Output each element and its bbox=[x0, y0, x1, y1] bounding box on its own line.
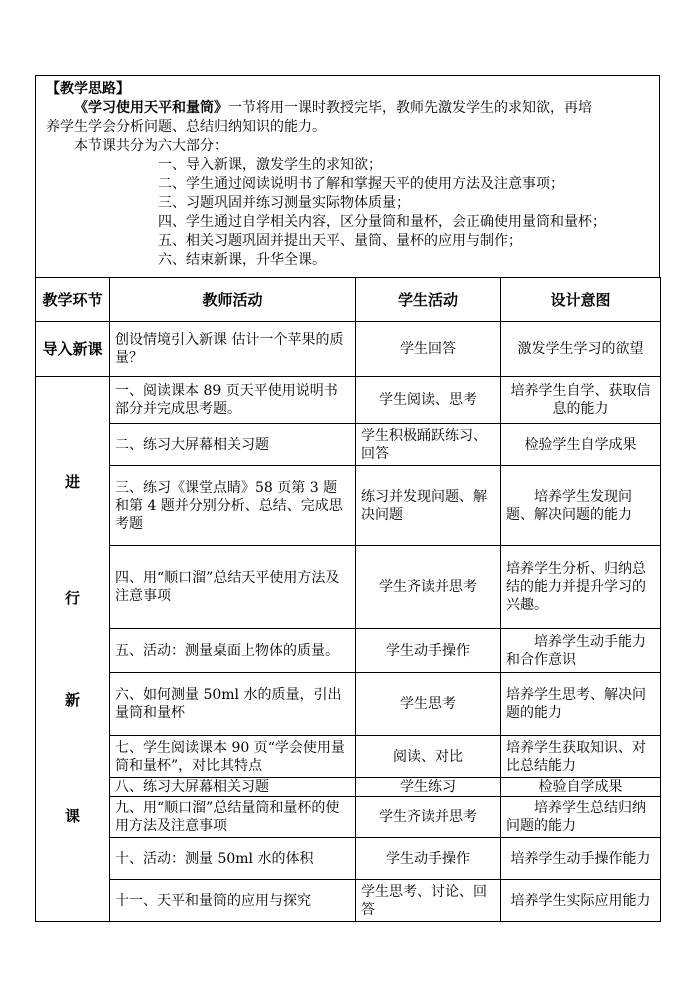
stage-main bbox=[36, 377, 110, 922]
design-purpose: 激发学生学习的欲望 bbox=[501, 322, 661, 377]
stage-main-char: 新 bbox=[64, 691, 80, 709]
stage-main-char: 行 bbox=[64, 589, 80, 607]
teacher-activity: 九、用“顺口溜”总结量筒和量杯的使用方法及注意事项 bbox=[110, 797, 356, 838]
teacher-activity: 五、活动：测量桌面上物体的质量。 bbox=[110, 629, 356, 673]
header-student: 学生活动 bbox=[356, 278, 501, 322]
student-activity: 练习并发现问题、解决问题 bbox=[356, 466, 501, 546]
table-row bbox=[36, 546, 661, 629]
teacher-activity: 二、练习大屏幕相关习题 bbox=[110, 424, 356, 466]
part-item: 一、导入新课，激发学生的求知欲； bbox=[158, 157, 382, 173]
teacher-activity: 七、学生阅读课本 90 页“学会使用量筒和量杯”，对比其特点 bbox=[110, 736, 356, 778]
design-purpose: 培养学生动手操作能力 bbox=[501, 838, 661, 880]
teacher-activity: 八、练习大屏幕相关习题 bbox=[110, 778, 356, 797]
student-activity: 学生思考、讨论、回答 bbox=[356, 880, 501, 922]
design-purpose: 培养学生获取知识、对比总结能力 bbox=[501, 736, 661, 778]
student-activity: 学生齐读并思考 bbox=[356, 797, 501, 838]
part-item: 二、学生通过阅读说明书了解和掌握天平的使用方法及注意事项； bbox=[158, 176, 564, 192]
teacher-activity: 十一、天平和量筒的应用与探究 bbox=[110, 880, 356, 922]
stage-intro: 导入新课 bbox=[36, 322, 110, 377]
part-item: 五、相关习题巩固并提出天平、量筒、量杯的应用与制作； bbox=[158, 233, 522, 249]
header-purpose: 设计意图 bbox=[501, 278, 661, 322]
table-row bbox=[36, 778, 661, 797]
design-purpose: 培养学生动手能力和合作意识 bbox=[501, 629, 661, 673]
teaching-approach-section bbox=[35, 75, 660, 277]
design-purpose: 检验学生自学成果 bbox=[501, 424, 661, 466]
table-row bbox=[36, 838, 661, 880]
header-teacher: 教师活动 bbox=[110, 278, 356, 322]
table-row bbox=[36, 424, 661, 466]
teacher-activity: 创设情境引入新课 估计一个苹果的质量？ bbox=[110, 322, 356, 377]
intro-paragraph-line-2: 养学生学会分析问题、总结归纳知识的能力。 bbox=[46, 119, 326, 135]
design-purpose: 培养学生发现问题、解决问题的能力 bbox=[501, 466, 661, 546]
table-row bbox=[36, 629, 661, 673]
student-activity: 阅读、对比 bbox=[356, 736, 501, 778]
student-activity: 学生动手操作 bbox=[356, 629, 501, 673]
part-item: 四、学生通过自学相关内容，区分量筒和量杯，会正确使用量筒和量杯； bbox=[158, 214, 606, 230]
lesson-title: 《学习使用天平和量筒》 bbox=[74, 100, 228, 116]
table-row bbox=[36, 673, 661, 736]
table-row bbox=[36, 322, 661, 377]
teacher-activity: 一、阅读课本 89 页天平使用说明书部分并完成思考题。 bbox=[110, 377, 356, 424]
stage-main-char: 进 bbox=[64, 473, 80, 491]
student-activity: 学生齐读并思考 bbox=[356, 546, 501, 629]
header-stage: 教学环节 bbox=[36, 278, 110, 322]
table-row bbox=[36, 880, 661, 922]
student-activity: 学生积极踊跃练习、回答 bbox=[356, 424, 501, 466]
design-purpose: 培养学生自学、获取信息的能力 bbox=[501, 377, 661, 424]
intro-paragraph-line-1 bbox=[74, 99, 592, 118]
section-heading: 【教学思路】 bbox=[46, 81, 130, 97]
stage-main-char: 课 bbox=[64, 807, 80, 825]
teacher-activity: 四、用“顺口溜”总结天平使用方法及注意事项 bbox=[110, 546, 356, 629]
table-row bbox=[36, 377, 661, 424]
teacher-activity: 三、练习《课堂点睛》58 页第 3 题和第 4 题并分别分析、总结、完成思考题 bbox=[110, 466, 356, 546]
lesson-plan-table bbox=[35, 277, 661, 922]
student-activity: 学生回答 bbox=[356, 322, 501, 377]
table-header-row bbox=[36, 278, 661, 322]
design-purpose: 培养学生思考、解决问题的能力 bbox=[501, 673, 661, 736]
design-purpose: 检验自学成果 bbox=[501, 778, 661, 797]
intro-paragraph-text: 一节将用一课时教授完毕，教师先激发学生的求知欲，再培 bbox=[228, 100, 592, 116]
student-activity: 学生阅读、思考 bbox=[356, 377, 501, 424]
teacher-activity: 十、活动：测量 50ml 水的体积 bbox=[110, 838, 356, 880]
student-activity: 学生动手操作 bbox=[356, 838, 501, 880]
student-activity: 学生思考 bbox=[356, 673, 501, 736]
part-item: 三、习题巩固并练习测量实际物体质量； bbox=[158, 195, 410, 211]
design-purpose: 培养学生实际应用能力 bbox=[501, 880, 661, 922]
table-row bbox=[36, 797, 661, 838]
table-row bbox=[36, 466, 661, 546]
teacher-activity: 六、如何测量 50ml 水的质量，引出量筒和量杯 bbox=[110, 673, 356, 736]
design-purpose: 培养学生总结归纳问题的能力 bbox=[501, 797, 661, 838]
parts-intro: 本节课共分为六大部分： bbox=[74, 138, 228, 154]
part-item: 六、结束新课，升华全课。 bbox=[158, 252, 326, 268]
student-activity: 学生练习 bbox=[356, 778, 501, 797]
design-purpose: 培养学生分析、归纳总结的能力并提升学习的兴趣。 bbox=[501, 546, 661, 629]
table-row bbox=[36, 736, 661, 778]
